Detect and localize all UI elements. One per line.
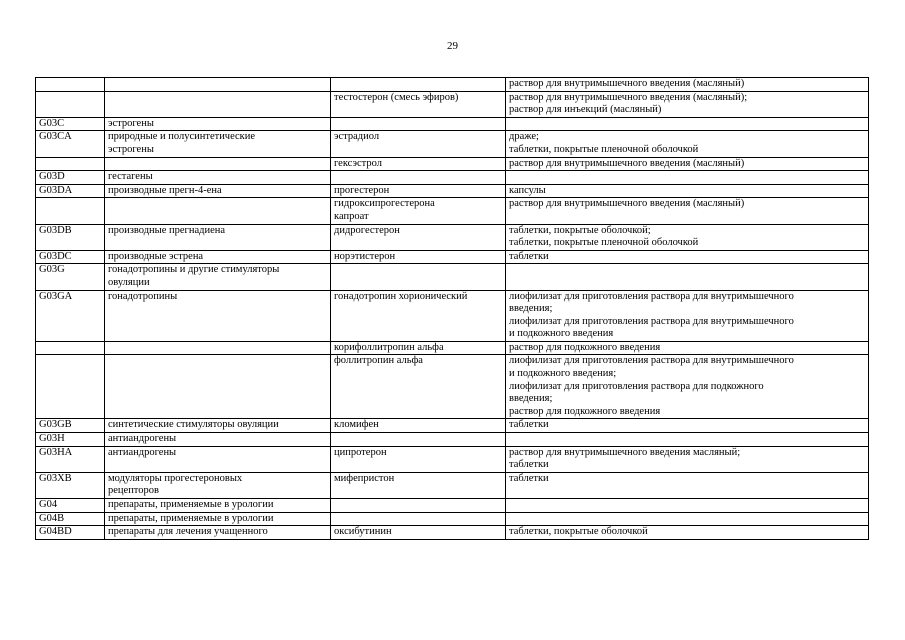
table-row (36, 499, 869, 513)
substance-cell: гонадотропин хорионический (331, 290, 506, 341)
dosage-form-cell: лиофилизат для приготовления раствора для внутримышечного введения; лиофилизат для приготовления раствора для внутримышечного и подкожного введения (506, 290, 869, 341)
group-name-cell: препараты, применяемые в урологии (105, 512, 331, 526)
substance-cell: прогестерон (331, 184, 506, 198)
table-row (36, 433, 869, 447)
atc-code-cell: G03GA (36, 290, 105, 341)
substance-cell: дидрогестерон (331, 224, 506, 250)
group-name-cell: антиандрогены (105, 446, 331, 472)
atc-code-cell (36, 355, 105, 419)
dosage-form-cell: драже; таблетки, покрытые пленочной оболочкой (506, 131, 869, 157)
dosage-form-cell: раствор для внутримышечного введения (масляный) (506, 78, 869, 92)
dosage-form-cell (506, 264, 869, 290)
dosage-form-cell: таблетки (506, 472, 869, 498)
group-name-cell: эстрогены (105, 117, 331, 131)
atc-code-cell: G04B (36, 512, 105, 526)
group-name-cell (105, 355, 331, 419)
dosage-form-cell: раствор для внутримышечного введения (масляный); раствор для инъекций (масляный) (506, 91, 869, 117)
substance-cell (331, 499, 506, 513)
group-name-cell: препараты, применяемые в урологии (105, 499, 331, 513)
table-row (36, 355, 869, 419)
substance-cell (331, 264, 506, 290)
group-name-cell: модуляторы прогестероновых рецепторов (105, 472, 331, 498)
table-row (36, 526, 869, 540)
dosage-form-cell: раствор для внутримышечного введения (масляный) (506, 157, 869, 171)
table-row (36, 171, 869, 185)
atc-code-cell: G03C (36, 117, 105, 131)
table-row (36, 198, 869, 224)
group-name-cell: антиандрогены (105, 433, 331, 447)
group-name-cell: производные прегн-4-ена (105, 184, 331, 198)
table-row (36, 91, 869, 117)
group-name-cell (105, 198, 331, 224)
drug-classification-table (35, 77, 869, 540)
dosage-form-cell (506, 433, 869, 447)
table-row (36, 250, 869, 264)
table-row (36, 117, 869, 131)
dosage-form-cell: таблетки, покрытые оболочкой (506, 526, 869, 540)
substance-cell: тестостерон (смесь эфиров) (331, 91, 506, 117)
substance-cell: мифепристон (331, 472, 506, 498)
dosage-form-cell: раствор для внутримышечного введения (масляный) (506, 198, 869, 224)
table-row (36, 419, 869, 433)
substance-cell: корифоллитропин альфа (331, 341, 506, 355)
dosage-form-cell: таблетки, покрытые оболочкой; таблетки, покрытые пленочной оболочкой (506, 224, 869, 250)
atc-code-cell (36, 91, 105, 117)
group-name-cell: природные и полусинтетические эстрогены (105, 131, 331, 157)
table-row (36, 512, 869, 526)
atc-code-cell: G04 (36, 499, 105, 513)
atc-code-cell (36, 78, 105, 92)
atc-code-cell: G03DA (36, 184, 105, 198)
group-name-cell: гонадотропины и другие стимуляторы овуляции (105, 264, 331, 290)
table-row (36, 157, 869, 171)
group-name-cell: гестагены (105, 171, 331, 185)
group-name-cell: производные эстрена (105, 250, 331, 264)
substance-cell: фоллитропин альфа (331, 355, 506, 419)
substance-cell: кломифен (331, 419, 506, 433)
substance-cell (331, 117, 506, 131)
substance-cell: оксибутинин (331, 526, 506, 540)
group-name-cell (105, 91, 331, 117)
dosage-form-cell: таблетки (506, 250, 869, 264)
substance-cell (331, 171, 506, 185)
atc-code-cell: G03GB (36, 419, 105, 433)
dosage-form-cell: раствор для внутримышечного введения масляный; таблетки (506, 446, 869, 472)
dosage-form-cell: капсулы (506, 184, 869, 198)
atc-code-cell: G03H (36, 433, 105, 447)
atc-code-cell (36, 341, 105, 355)
table-row (36, 224, 869, 250)
group-name-cell: гонадотропины (105, 290, 331, 341)
substance-cell: гексэстрол (331, 157, 506, 171)
atc-code-cell (36, 157, 105, 171)
table-row (36, 264, 869, 290)
table-row (36, 290, 869, 341)
substance-cell (331, 433, 506, 447)
table-row (36, 78, 869, 92)
dosage-form-cell (506, 499, 869, 513)
table-row (36, 472, 869, 498)
dosage-form-cell: таблетки (506, 419, 869, 433)
dosage-form-cell (506, 117, 869, 131)
table-row (36, 446, 869, 472)
substance-cell: гидроксипрогестерона капроат (331, 198, 506, 224)
group-name-cell (105, 78, 331, 92)
substance-cell: норэтистерон (331, 250, 506, 264)
dosage-form-cell (506, 512, 869, 526)
dosage-form-cell: раствор для подкожного введения (506, 341, 869, 355)
group-name-cell: препараты для лечения учащенного (105, 526, 331, 540)
group-name-cell (105, 157, 331, 171)
substance-cell (331, 78, 506, 92)
substance-cell: эстрадиол (331, 131, 506, 157)
table-row (36, 184, 869, 198)
group-name-cell: синтетические стимуляторы овуляции (105, 419, 331, 433)
group-name-cell (105, 341, 331, 355)
substance-cell (331, 512, 506, 526)
table-body (36, 78, 869, 540)
atc-code-cell (36, 198, 105, 224)
dosage-form-cell (506, 171, 869, 185)
substance-cell: ципротерон (331, 446, 506, 472)
table-row (36, 131, 869, 157)
atc-code-cell: G03G (36, 264, 105, 290)
atc-code-cell: G03HA (36, 446, 105, 472)
group-name-cell: производные прегнадиена (105, 224, 331, 250)
atc-code-cell: G03XB (36, 472, 105, 498)
dosage-form-cell: лиофилизат для приготовления раствора для внутримышечного и подкожного введения; лиофилизат для приготовления раствора для подкожного введения; раствор для подкожного введения (506, 355, 869, 419)
atc-code-cell: G03D (36, 171, 105, 185)
atc-code-cell: G04BD (36, 526, 105, 540)
atc-code-cell: G03DB (36, 224, 105, 250)
atc-code-cell: G03DC (36, 250, 105, 264)
page-number: 29 (447, 40, 458, 52)
table-row (36, 341, 869, 355)
atc-code-cell: G03CA (36, 131, 105, 157)
